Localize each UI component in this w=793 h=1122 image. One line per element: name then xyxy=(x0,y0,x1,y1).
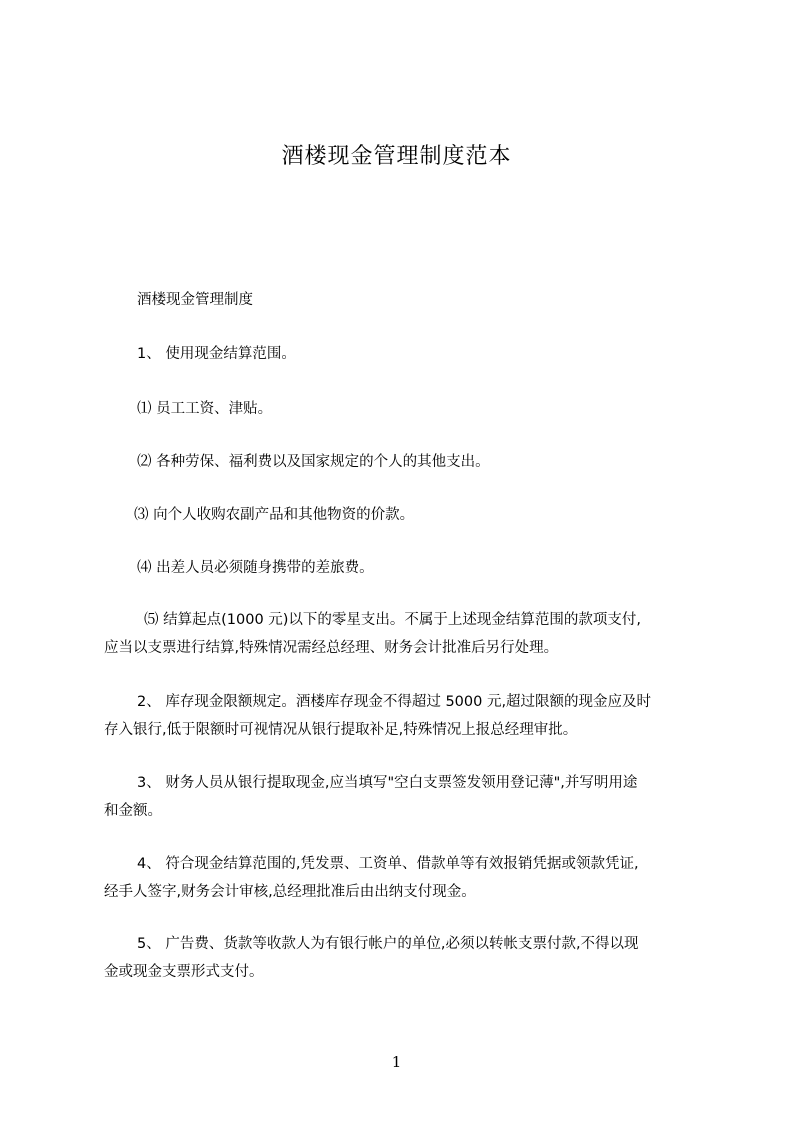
clause-3-line-1: 3、 财务人员从银行提取现金,应当填写"空白支票签发领用登记薄",并写明用途 xyxy=(137,775,638,791)
clause-5-line-1: 5、 广告费、货款等收款人为有银行帐户的单位,必须以转帐支票付款,不得以现 xyxy=(137,936,639,952)
clause-1-item-4: ⑷ 出差人员必须随身携带的差旅费。 xyxy=(137,560,374,576)
clause-1-item-5-line-2: 应当以支票进行结算,特殊情况需经总经理、财务会计批准后另行处理。 xyxy=(104,640,559,656)
section-heading: 酒楼现金管理制度 xyxy=(137,292,253,308)
clause-2-line-1: 2、 库存现金限额规定。酒楼库存现金不得超过 5000 元,超过限额的现金应及时 xyxy=(137,694,652,710)
clause-5-line-2: 金或现金支票形式支付。 xyxy=(104,964,264,980)
clause-3-line-2: 和金额。 xyxy=(104,803,162,819)
clause-2-line-2: 存入银行,低于限额时可视情况从银行提取补足,特殊情况上报总经理审批。 xyxy=(104,722,578,738)
clause-1-item-5-line-1: ⑸ 结算起点(1000 元)以下的零星支出。不属于上述现金结算范围的款项支付, xyxy=(144,612,642,628)
clause-4-line-1: 4、 符合现金结算范围的,凭发票、工资单、借款单等有效报销凭据或领款凭证, xyxy=(137,856,639,872)
clause-1-item-3: ⑶ 向个人收购农副产品和其他物资的价款。 xyxy=(134,507,415,523)
page-number: 1 xyxy=(391,1053,402,1071)
clause-1: 1、 使用现金结算范围。 xyxy=(137,346,296,362)
clause-1-item-1: ⑴ 员工工资、津贴。 xyxy=(137,401,273,417)
clause-4-line-2: 经手人签字,财务会计审核,总经理批准后由出纳支付现金。 xyxy=(104,884,476,900)
document-title: 酒楼现金管理制度范本 xyxy=(281,144,512,169)
clause-1-item-2: ⑵ 各种劳保、福利费以及国家规定的个人的其他支出。 xyxy=(137,454,490,470)
